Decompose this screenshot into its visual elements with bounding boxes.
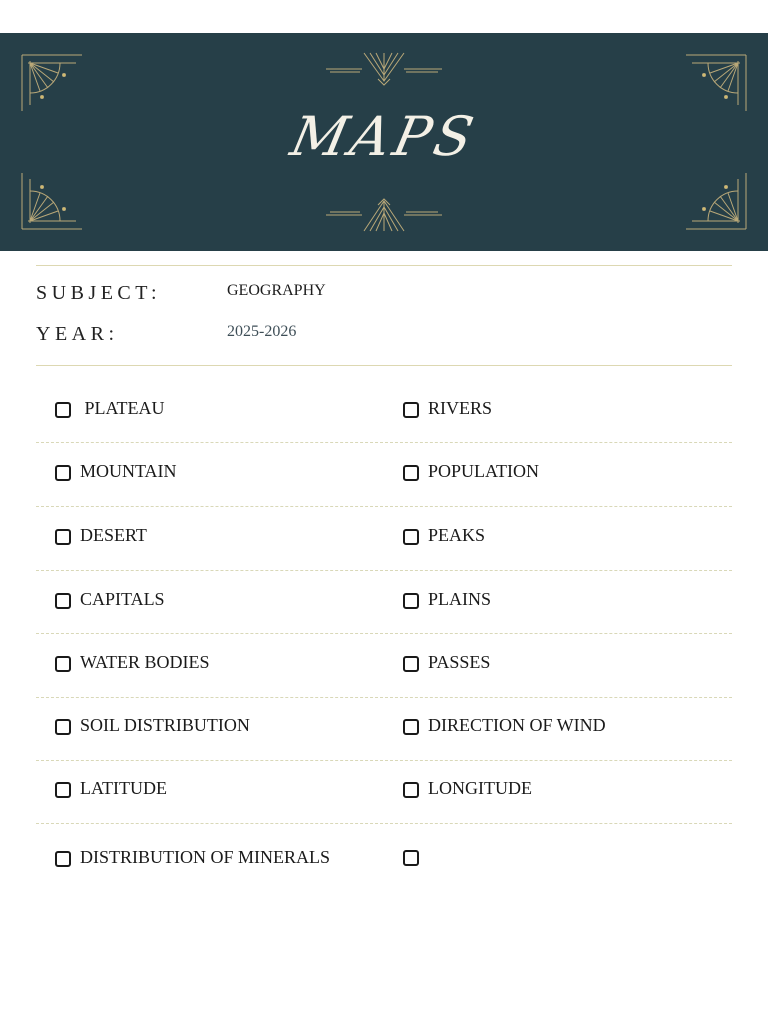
checklist-item-plains[interactable] — [403, 589, 491, 610]
checklist-item-label: PLATEAU — [80, 398, 165, 418]
row-separator — [36, 697, 732, 698]
checkbox[interactable] — [403, 593, 419, 609]
checklist-item-plateau[interactable] — [55, 398, 165, 419]
checklist-item-label: CAPITALS — [80, 589, 165, 609]
checklist-item-population[interactable] — [403, 461, 539, 482]
checklist-item-longitude[interactable] — [403, 778, 532, 799]
subject-label: SUBJECT: — [36, 282, 162, 304]
row-separator — [36, 570, 732, 571]
checklist-item-desert[interactable] — [55, 525, 147, 546]
checklist-item-label: DIRECTION OF WIND — [428, 715, 606, 735]
checklist-item-label: DISTRIBUTION OF MINERALS — [80, 847, 331, 867]
checklist-item-label: RIVERS — [428, 398, 493, 418]
checkbox[interactable] — [55, 782, 71, 798]
checkbox[interactable] — [403, 719, 419, 735]
checklist-item-label: PLAINS — [428, 589, 492, 609]
checklist-item-passes[interactable] — [403, 652, 490, 673]
checklist-item-label: PEAKS — [428, 525, 486, 545]
checkbox[interactable] — [55, 851, 71, 867]
checkbox[interactable] — [55, 529, 71, 545]
checkbox[interactable] — [403, 402, 419, 418]
checklist-item-direction-of-wind[interactable] — [403, 715, 606, 736]
checklist-item-label: LONGITUDE — [428, 778, 532, 798]
checklist-item-distribution-of-minerals[interactable] — [55, 847, 330, 868]
checklist-item-blank[interactable] — [403, 847, 428, 866]
checklist-item-label: POPULATION — [428, 461, 540, 481]
divider-bottom — [36, 365, 732, 366]
corner-ornament-top-right — [686, 55, 746, 111]
checklist-item-latitude[interactable] — [55, 778, 167, 799]
year-label: YEAR: — [36, 323, 119, 345]
subject-value: GEOGRAPHY — [227, 282, 326, 299]
checkbox[interactable] — [55, 593, 71, 609]
row-separator — [36, 506, 732, 507]
row-separator — [36, 823, 732, 824]
checkbox[interactable] — [55, 402, 71, 418]
corner-ornament-bottom-left — [22, 173, 82, 229]
corner-ornament-bottom-right — [686, 173, 746, 229]
checklist-item-capitals[interactable] — [55, 589, 165, 610]
checkbox[interactable] — [403, 850, 419, 866]
center-ornament-top — [326, 53, 442, 85]
checkbox[interactable] — [55, 465, 71, 481]
row-separator — [36, 760, 732, 761]
checklist-item-soil-distribution[interactable] — [55, 715, 250, 736]
checkbox[interactable] — [403, 529, 419, 545]
checklist-item-label: LATITUDE — [80, 778, 167, 798]
checkbox[interactable] — [55, 719, 71, 735]
center-ornament-bottom — [326, 199, 442, 231]
row-separator — [36, 633, 732, 634]
checklist-item-label: PASSES — [428, 652, 491, 672]
checklist-item-mountain[interactable] — [55, 461, 177, 482]
header-banner — [0, 33, 768, 251]
checkbox[interactable] — [403, 465, 419, 481]
checklist-item-label: WATER BODIES — [80, 652, 210, 672]
year-value: 2025-2026 — [227, 323, 297, 340]
checklist-item-label: MOUNTAIN — [80, 461, 177, 481]
checkbox[interactable] — [403, 782, 419, 798]
checklist-item-rivers[interactable] — [403, 398, 492, 419]
checklist-item-label: SOIL DISTRIBUTION — [80, 715, 250, 735]
checkbox[interactable] — [403, 656, 419, 672]
checkbox[interactable] — [55, 656, 71, 672]
checklist-item-label: DESERT — [80, 525, 147, 545]
corner-ornament-top-left — [22, 55, 82, 111]
page-title: MAPS — [285, 105, 483, 168]
row-separator — [36, 442, 732, 443]
checklist-item-water-bodies[interactable] — [55, 652, 210, 673]
divider-top — [36, 265, 732, 266]
checklist-item-peaks[interactable] — [403, 525, 485, 546]
